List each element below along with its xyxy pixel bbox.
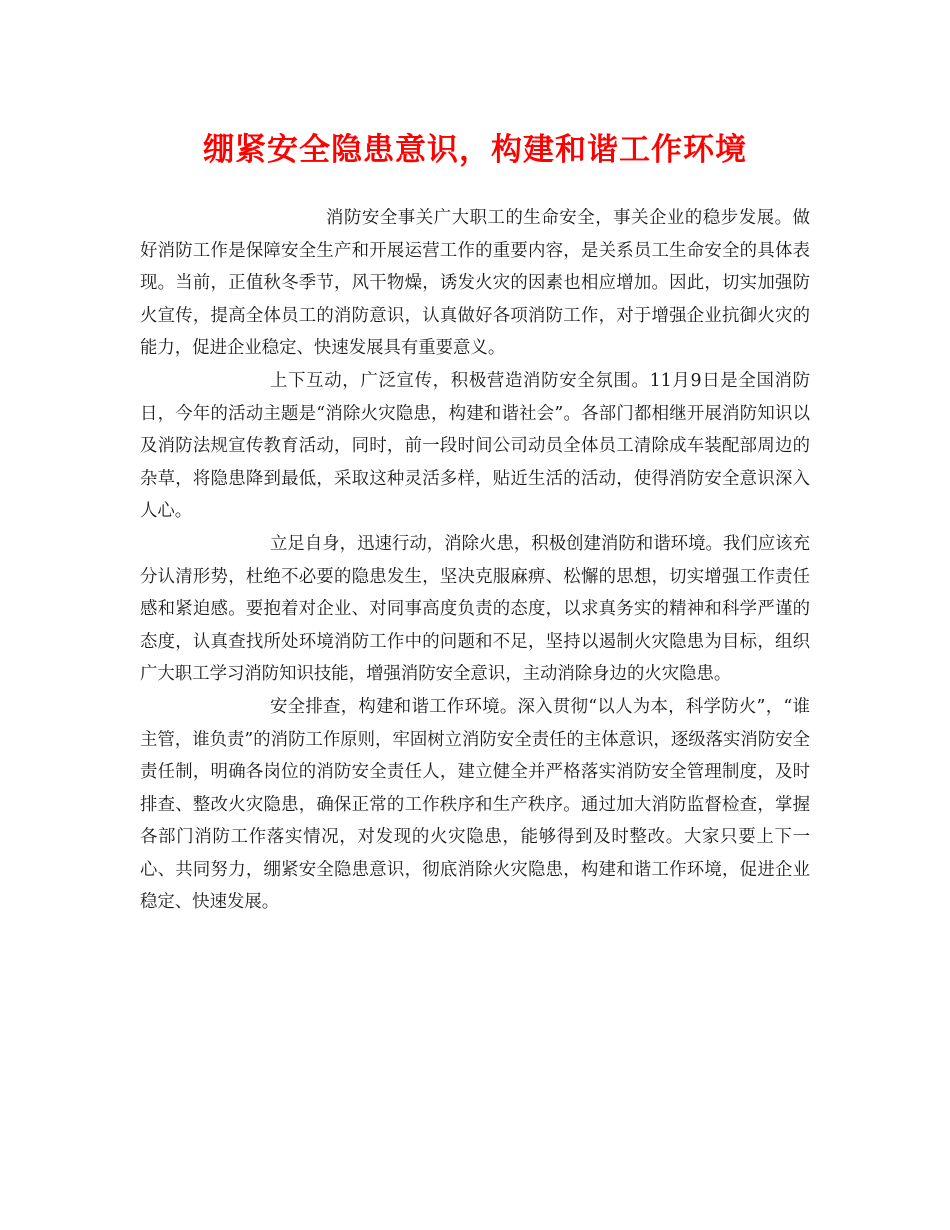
document-body bbox=[140, 202, 810, 919]
paragraph-3: 立足自身，迅速行动，消除火患，积极创建消防和谐环境。我们应该充分认清形势，杜绝不必要的隐患发生，坚决克服麻痹、松懈的思想，切实增强工作责任感和紧迫感。要抱着对企业、对同事高度负责的态度，以求真务实的精神和科学严谨的态度，认真查找所处环境消防工作中的问题和不足，坚持以遏制火灾隐患为目标，组织广大职工学习消防知识技能，增强消防安全意识，主动消除身边的火灾隐患。 bbox=[140, 533, 810, 685]
document-title: 绷紧安全隐患意识，构建和谐工作环境 bbox=[203, 132, 747, 168]
paragraph-2: 上下互动，广泛宣传，积极营造消防安全氛围。11月9日是全国消防日，今年的活动主题是“消除火灾隐患，构建和谐社会”。各部门都相继开展消防知识以及消防法规宣传教育活动，同时，前一段时间公司动员全体员工清除成车装配部周边的杂草，将隐患降到最低，采取这种灵活多样，贴近生活的活动，使得消防安全意识深入人心。 bbox=[140, 370, 810, 522]
paragraph-1: 消防安全事关广大职工的生命安全，事关企业的稳步发展。做好消防工作是保障安全生产和开展运营工作的重要内容，是关系员工生命安全的具体表现。当前，正值秋冬季节，风干物燥，诱发火灾的因素也相应增加。因此，切实加强防火宣传，提高全体员工的消防意识，认真做好各项消防工作，对于增强企业抗御火灾的能力，促进企业稳定、快速发展具有重要意义。 bbox=[140, 208, 810, 359]
paragraph-4: 安全排查，构建和谐工作环境。深入贯彻“以人为本，科学防火”，“谁主管，谁负责”的消防工作原则，牢固树立消防安全责任的主体意识，逐级落实消防安全责任制，明确各岗位的消防安全责任人，建立健全并严格落实消防安全管理制度，及时排查、整改火灾隐患，确保正常的工作秩序和生产秩序。通过加大消防监督检查，掌握各部门消防工作落实情况，对发现的火灾隐患，能够得到及时整改。大家只要上下一心、共同努力，绷紧安全隐患意识，彻底消除火灾隐患，构建和谐工作环境，促进企业稳定、快速发展。 bbox=[140, 696, 810, 913]
